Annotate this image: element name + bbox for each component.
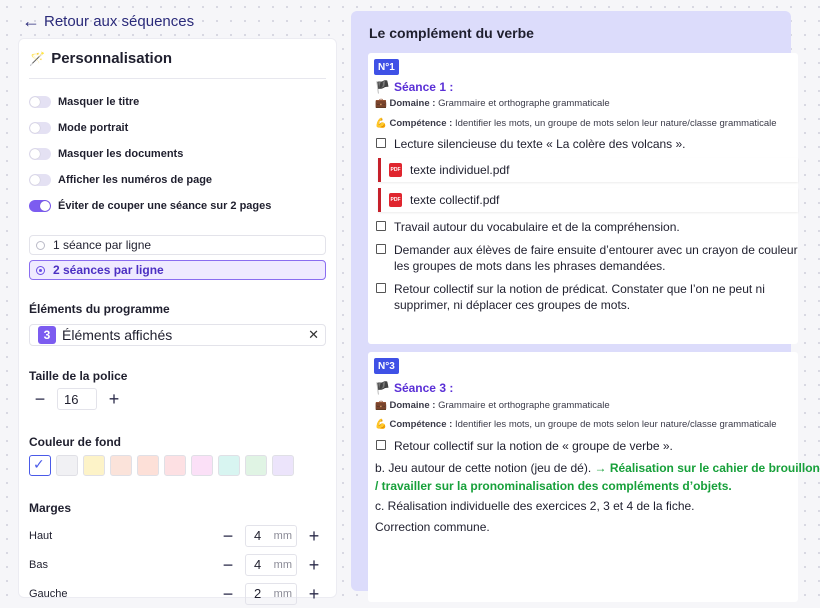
close-icon[interactable]: ✕: [308, 327, 319, 342]
background-swatches: [29, 455, 326, 476]
margin-row-top: [29, 521, 326, 550]
color-swatch[interactable]: [56, 455, 78, 476]
muscle-icon: 💪: [375, 419, 387, 430]
radio-two-per-line[interactable]: [29, 260, 326, 280]
panel-header: [29, 39, 326, 79]
elements-select-value: Éléments affichés: [62, 327, 173, 343]
toggle-label: Afficher les numéros de page: [58, 174, 213, 186]
plus-icon[interactable]: +: [308, 525, 320, 546]
task-item: Lecture silencieuse du texte « La colère des volcans ».: [375, 136, 686, 152]
program-label: Éléments du programme: [29, 302, 170, 316]
margin-stepper: [217, 526, 325, 546]
magic-wand-icon: 🪄: [29, 50, 46, 66]
toggle-page-numbers[interactable]: [29, 167, 336, 193]
checkbox[interactable]: [376, 283, 386, 293]
file-name: texte collectif.pdf: [410, 193, 500, 207]
color-swatch[interactable]: [272, 455, 294, 476]
toggle-hide-documents[interactable]: [29, 141, 336, 167]
flag-icon: 🏴: [375, 80, 390, 94]
radio-label: 2 séances par ligne: [53, 263, 164, 277]
muscle-icon: 💪: [375, 118, 387, 129]
radio-dot: [36, 266, 45, 275]
font-size-stepper: [29, 389, 326, 409]
step-c: c. Réalisation individuelle des exercices 2, 3 et 4 de la fiche.: [375, 499, 695, 513]
toggle-list: [19, 79, 336, 219]
task-item: Retour collectif sur la notion de « groupe de verbe ».: [375, 438, 673, 454]
task-item: Travail autour du vocabulaire et de la compréhension.: [375, 219, 680, 235]
minus-icon[interactable]: −: [222, 583, 234, 604]
file-attachment[interactable]: [378, 188, 798, 212]
domaine-line: 💼 Domaine : Grammaire et orthographe grammaticale: [375, 98, 610, 109]
plus-icon[interactable]: +: [308, 583, 320, 604]
seance-title: 🏴 Séance 3 :: [375, 381, 454, 395]
margin-stepper: [217, 555, 325, 575]
minus-icon[interactable]: −: [222, 554, 234, 575]
plus-icon[interactable]: +: [108, 389, 120, 409]
pdf-icon: PDF: [389, 193, 402, 207]
color-swatch[interactable]: [110, 455, 132, 476]
toggle-switch[interactable]: [29, 122, 51, 134]
briefcase-icon: 💼: [375, 98, 387, 109]
margin-label: Gauche: [29, 587, 68, 600]
toggle-avoid-page-break[interactable]: [29, 193, 336, 219]
back-link[interactable]: [22, 12, 194, 30]
toggle-portrait-mode[interactable]: [29, 115, 336, 141]
sequence-title: Le complément du verbe: [369, 25, 534, 41]
background-color-label: Couleur de fond: [29, 435, 121, 449]
competence-line: 💪 Compétence : Identifier les mots, un groupe de mots selon leur nature/classe grammaticale: [375, 118, 777, 129]
margin-input[interactable]: 4 mm: [245, 525, 297, 547]
color-swatch[interactable]: [29, 455, 51, 476]
seance-card-1: [368, 53, 798, 344]
briefcase-icon: 💼: [375, 400, 387, 411]
checkbox[interactable]: [376, 244, 386, 254]
radio-dot: [36, 241, 45, 250]
color-swatch[interactable]: [83, 455, 105, 476]
minus-icon[interactable]: −: [34, 389, 46, 409]
seances-per-line-group: [29, 235, 326, 280]
toggle-switch[interactable]: [29, 174, 51, 186]
step-b-continued: / travailler sur la pronominalisation des compléments d’objets.: [375, 479, 732, 493]
competence-line: 💪 Compétence : Identifier les mots, un groupe de mots selon leur nature/classe grammaticale: [375, 419, 777, 430]
toggle-switch[interactable]: [29, 96, 51, 108]
minus-icon[interactable]: −: [222, 525, 234, 546]
checkbox[interactable]: [376, 138, 386, 148]
correction-line: Correction commune.: [375, 520, 490, 534]
arrow-left-icon: ←: [22, 11, 40, 31]
file-attachment[interactable]: [378, 158, 798, 182]
color-swatch[interactable]: [164, 455, 186, 476]
margin-input[interactable]: 4 mm: [245, 554, 297, 576]
color-swatch[interactable]: [245, 455, 267, 476]
margin-row-bottom: [29, 550, 326, 579]
program-elements-select[interactable]: [29, 324, 326, 346]
check-icon: ✓: [33, 456, 45, 472]
domaine-line: 💼 Domaine : Grammaire et orthographe grammaticale: [375, 400, 610, 411]
radio-label: 1 séance par ligne: [53, 238, 152, 252]
back-link-label: Retour aux séquences: [44, 12, 195, 30]
toggle-label: Masquer les documents: [58, 148, 184, 160]
personalisation-panel: [18, 38, 337, 604]
toggle-label: Masquer le titre: [58, 96, 140, 108]
toggle-label: Éviter de couper une séance sur 2 pages: [58, 200, 272, 212]
toggle-label: Mode portrait: [58, 122, 129, 134]
margin-row-left: [29, 579, 326, 608]
preview-panel: [351, 11, 820, 591]
margin-label: Bas: [29, 558, 48, 571]
toggle-hide-title[interactable]: [29, 89, 336, 115]
elements-count-badge: 3: [38, 326, 56, 344]
margin-stepper: [217, 584, 325, 604]
checkbox[interactable]: [376, 440, 386, 450]
seance-number-badge: N°3: [374, 358, 399, 374]
seance-number-badge: N°1: [374, 59, 399, 75]
color-swatch[interactable]: [191, 455, 213, 476]
font-size-input[interactable]: 16: [57, 388, 97, 410]
toggle-switch[interactable]: [29, 200, 51, 212]
checkbox[interactable]: [376, 221, 386, 231]
margin-label: Haut: [29, 529, 53, 542]
toggle-switch[interactable]: [29, 148, 51, 160]
margins-label: Marges: [29, 501, 72, 515]
task-item: Retour collectif sur la notion de prédicat. Constater que l’on ne peut ni supprimer, ni déplacer ces groupes de mots.: [375, 281, 765, 313]
flag-icon: 🏴: [375, 381, 390, 395]
seance-card-3: [368, 352, 820, 602]
color-swatch[interactable]: [137, 455, 159, 476]
color-swatch[interactable]: [218, 455, 240, 476]
file-name: texte individuel.pdf: [410, 163, 510, 177]
seance-title: 🏴 Séance 1 :: [375, 80, 454, 94]
plus-icon[interactable]: +: [308, 554, 320, 575]
margin-input[interactable]: 2 mm: [245, 583, 297, 605]
panel-title: Personnalisation: [51, 50, 173, 67]
radio-one-per-line[interactable]: [29, 235, 326, 255]
pdf-icon: PDF: [389, 163, 402, 177]
task-item: Demander aux élèves de faire ensuite d’entourer avec un crayon de couleur les groupes de mots dans les phrases demandées.: [375, 242, 798, 274]
step-b: b. Jeu autour de cette notion (jeu de dé). → Réalisation sur le cahier de brouillon: [375, 461, 820, 475]
font-size-label: Taille de la police: [29, 369, 128, 383]
